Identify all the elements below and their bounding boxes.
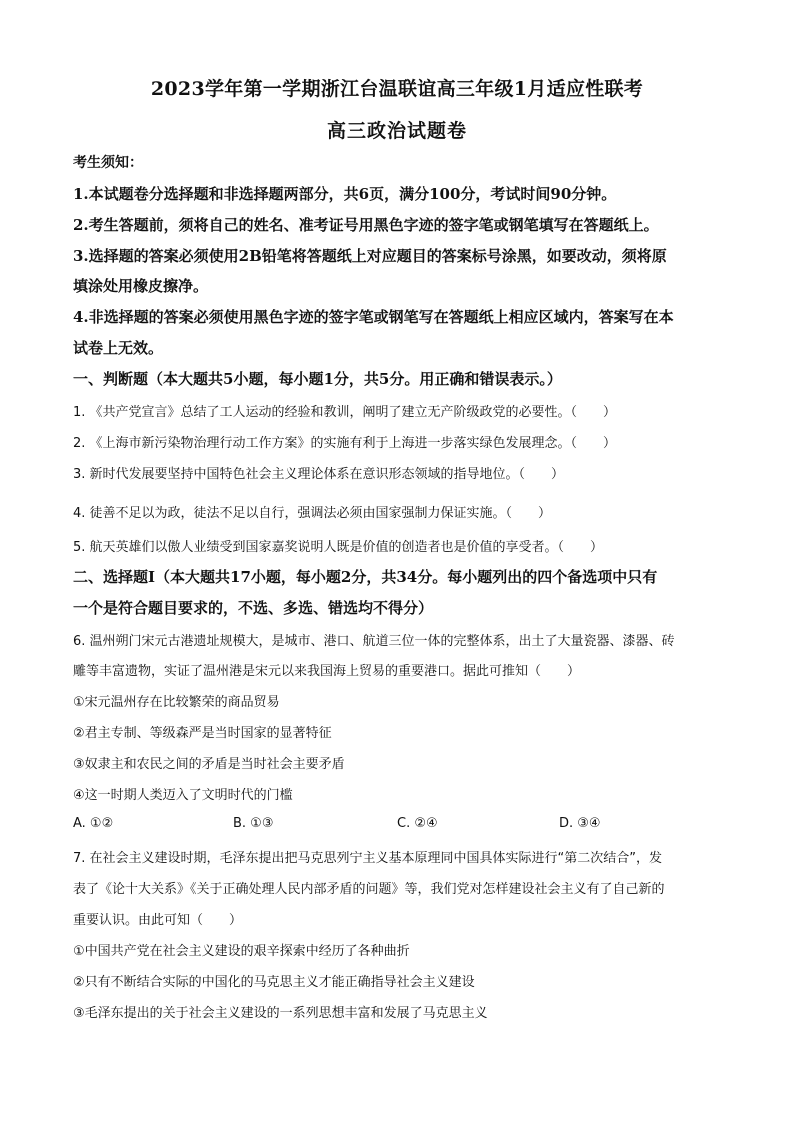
choice-c: C. ②④	[397, 816, 438, 831]
choice-a: A. ①②	[73, 816, 114, 831]
question-6-option-3: ③奴隶主和农民之间的矛盾是当时社会主要矛盾	[73, 757, 345, 772]
question-7-stem-line-2: 表了《论十大关系》《关于正确处理人民内部矛盾的问题》等，我们党对怎样建设社会主义有了自己新的	[73, 882, 665, 897]
notice-item-4-cont: 试卷上无效。	[73, 339, 164, 357]
question-6-choices	[73, 816, 733, 836]
choice-b: B. ①③	[233, 816, 274, 831]
exam-subtitle: 高三政治试题卷	[326, 120, 467, 142]
question-7-stem-line-1: 7. 在社会主义建设时期，毛泽东提出把马克思列宁主义基本原理同中国具体实际进行“第二次结合”，发	[73, 851, 663, 866]
notice-item-3-cont: 填涂处用橡皮擦净。	[73, 277, 209, 295]
exam-title: 2023学年第一学期浙江台温联谊高三年级1月适应性联考	[150, 78, 644, 100]
question-7-stem-line-3: 重要认识。由此可知（ ）	[73, 913, 243, 928]
judge-question-3: 3. 新时代发展要坚持中国特色社会主义理论体系在意识形态领域的指导地位。（ ）	[73, 467, 565, 482]
question-6-option-4: ④这一时期人类迈入了文明时代的门槛	[73, 788, 293, 803]
judge-question-1: 1. 《共产党宣言》总结了工人运动的经验和教训，阐明了建立无产阶级政党的必要性。（ ）	[73, 405, 617, 420]
notice-item-1: 1.本试题卷分选择题和非选择题两部分，共6页，满分100分，考试时间90分钟。	[73, 185, 617, 203]
notice-item-4: 4.非选择题的答案必须使用黑色字迹的签字笔或钢笔写在答题纸上相应区域内，答案写在本	[73, 308, 674, 326]
notice-heading: 考生须知：	[73, 155, 143, 171]
notice-item-2: 2.考生答题前，须将自己的姓名、准考证号用黑色字迹的签字笔或钢笔填写在答题纸上。	[73, 216, 659, 234]
question-6-option-2: ②君主专制、等级森严是当时国家的显著特征	[73, 726, 332, 741]
judge-question-4: 4. 徒善不足以为政，徒法不足以自行，强调法必须由国家强制力保证实施。（ ）	[73, 506, 552, 521]
section1-heading: 一、判断题（本大题共5小题，每小题1分，共5分。用正确和错误表示。）	[73, 370, 562, 388]
judge-question-2: 2. 《上海市新污染物治理行动工作方案》的实施有利于上海进一步落实绿色发展理念。（ ）	[73, 436, 617, 451]
question-7-option-3: ③毛泽东提出的关于社会主义建设的一系列思想丰富和发展了马克思主义	[73, 1006, 488, 1021]
judge-question-5: 5. 航天英雄们以傲人业绩受到国家嘉奖说明人既是价值的创造者也是价值的享受者。（ ）	[73, 540, 604, 555]
choice-d: D. ③④	[559, 816, 601, 831]
question-6-option-1: ①宋元温州存在比较繁荣的商品贸易	[73, 695, 280, 710]
question-6-stem-line-1: 6. 温州朔门宋元古港遗址规模大，是城市、港口、航道三位一体的完整体系，出土了大量瓷器、漆器、砖	[73, 634, 675, 649]
question-6-stem-line-2: 雕等丰富遗物，实证了温州港是宋元以来我国海上贸易的重要港口。据此可推知（ ）	[73, 664, 581, 679]
notice-item-3: 3.选择题的答案必须使用2B铅笔将答题纸上对应题目的答案标号涂黑，如要改动，须将原	[73, 247, 667, 265]
question-7-option-1: ①中国共产党在社会主义建设的艰辛探索中经历了各种曲折	[73, 944, 410, 959]
section2-heading-line-2: 一个是符合题目要求的，不选、多选、错选均不得分）	[73, 599, 434, 617]
question-7-option-2: ②只有不断结合实际的中国化的马克思主义才能正确指导社会主义建设	[73, 975, 475, 990]
section2-heading-line-1: 二、选择题Ⅰ（本大题共17小题，每小题2分，共34分。每小题列出的四个备选项中只有	[73, 568, 658, 586]
